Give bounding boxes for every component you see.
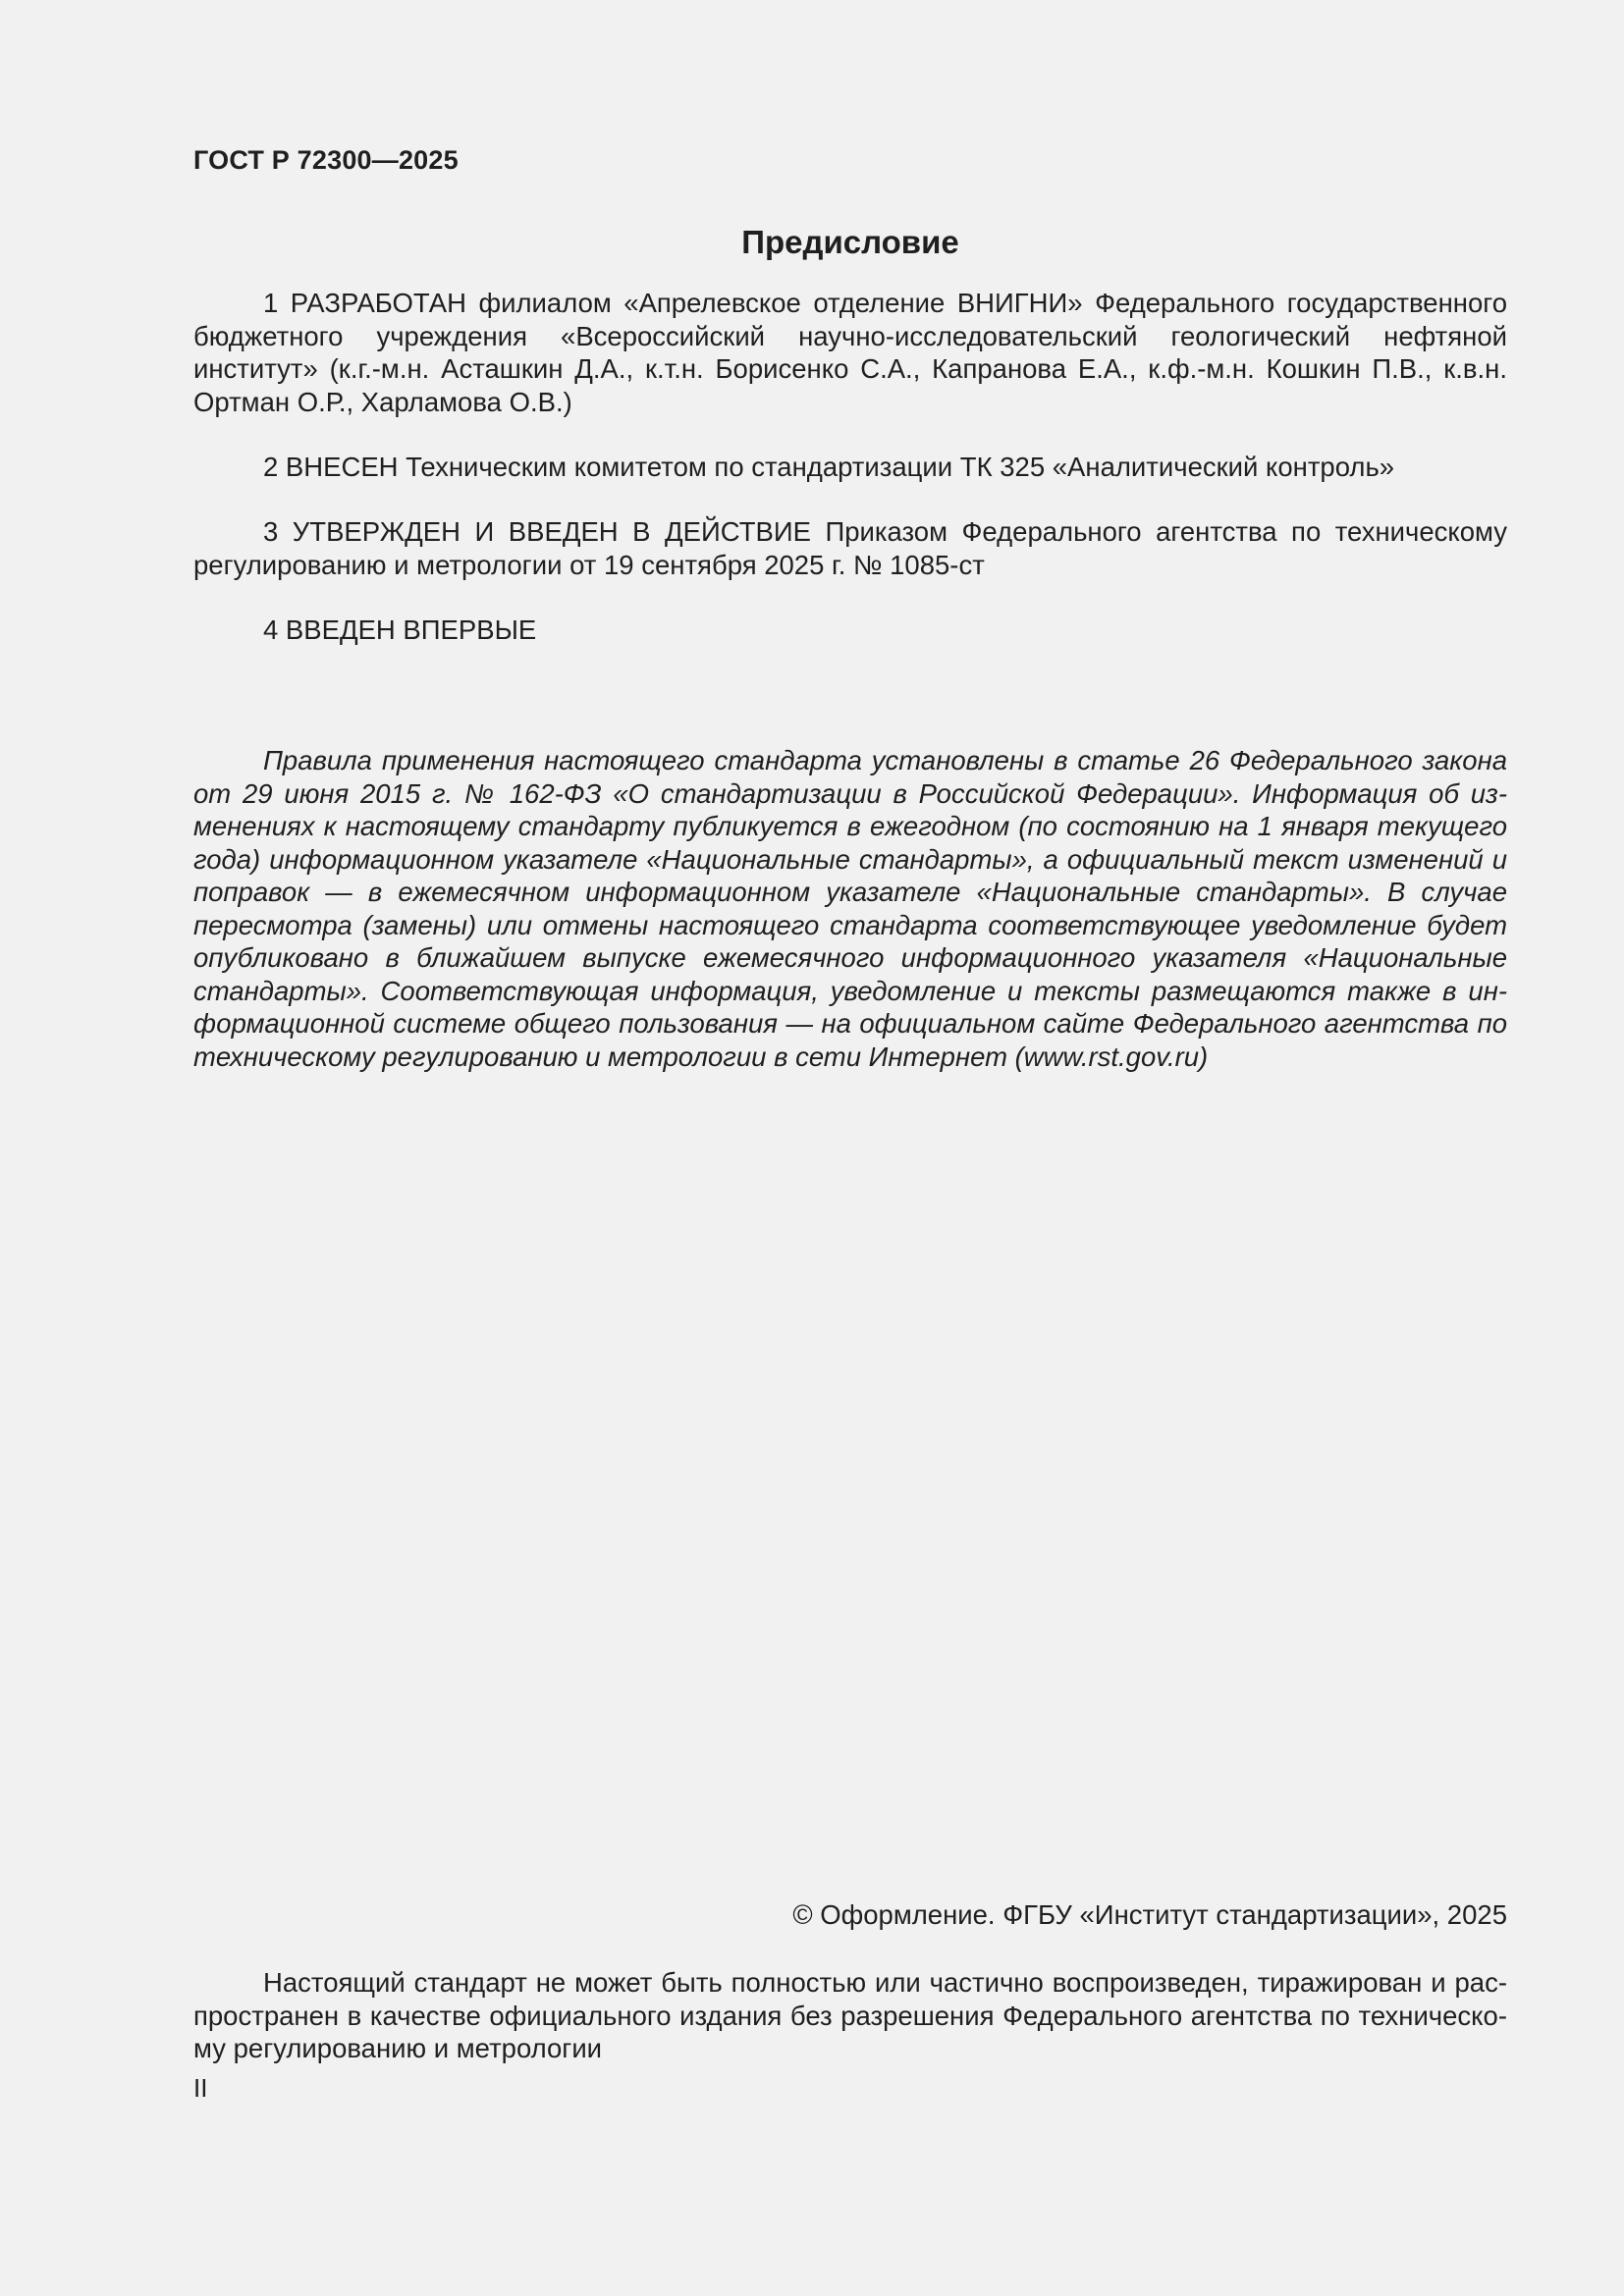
document-code: ГОСТ Р 72300—2025 bbox=[193, 145, 459, 175]
page-number: II bbox=[193, 2073, 208, 2103]
reproduction-notice: Настоящий стандарт не может быть полностью или частично воспроизведен, тиражирован и распространен в качестве официального издания без разрешения Федерального агентства по техническому регулированию и метрологии bbox=[193, 1967, 1507, 2063]
document-page bbox=[193, 0, 1507, 2296]
foreword-item-approved: 3 УТВЕРЖДЕН И ВВЕДЕН В ДЕЙСТВИЕ Приказом Федерального агентства по техническому регулированию и метрологии от 19 сентября 2025 г. № 1085-ст bbox=[193, 516, 1507, 580]
foreword-item-first-edition: 4 ВВЕДЕН ВПЕРВЫЕ bbox=[263, 614, 537, 645]
foreword-item-introduced: 2 ВНЕСЕН Техническим комитетом по стандартизации ТК 325 «Аналитический контроль» bbox=[263, 452, 1395, 482]
page-title: Предисловие bbox=[741, 224, 959, 260]
application-rules-text: Правила применения настоящего стандарта установлены в статье 26 Федерального закона от 29 июня 2015 г. № 162-ФЗ «О стандартизации в Российской Федерации». Информация об изменениях к настоящему стандарту публикуется в ежегодном (по состоянию на 1 января текущего года) информационном указателе «Национальные стандарты», а официальный текст изменений и поправок — в ежемесячном информационном указателе «Национальные стандарты». В случае пересмотра (замены) или отмены настоящего стандарта соответствующее уведомление будет опубликовано в ближайшем выпуске ежемесячного информационного указателя «Национальные стандарты». Соответствующая информация, уведомление и тексты размещаются также в информационной системе общего пользования — на официальном сайте Федерального агентства по техническому регулированию и метрологии в сети Интернет (www.rst.gov.ru) bbox=[193, 745, 1507, 1072]
foreword-item-developed: 1 РАЗРАБОТАН филиалом «Апрелевское отделение ВНИГНИ» Федерального государственного бюджетного учреждения «Всероссийский научно-исследовательский геологический нефтяной институт» (к.г.-м.н. Асташкин Д.А., к.т.н. Борисенко С.А., Капранова Е.А., к.ф.-м.н. Кошкин П.В., к.в.н. Ортман О.Р., Харламова О.В.) bbox=[193, 288, 1507, 417]
copyright-line: © Оформление. ФГБУ «Институт стандартизации», 2025 bbox=[792, 1899, 1507, 1930]
